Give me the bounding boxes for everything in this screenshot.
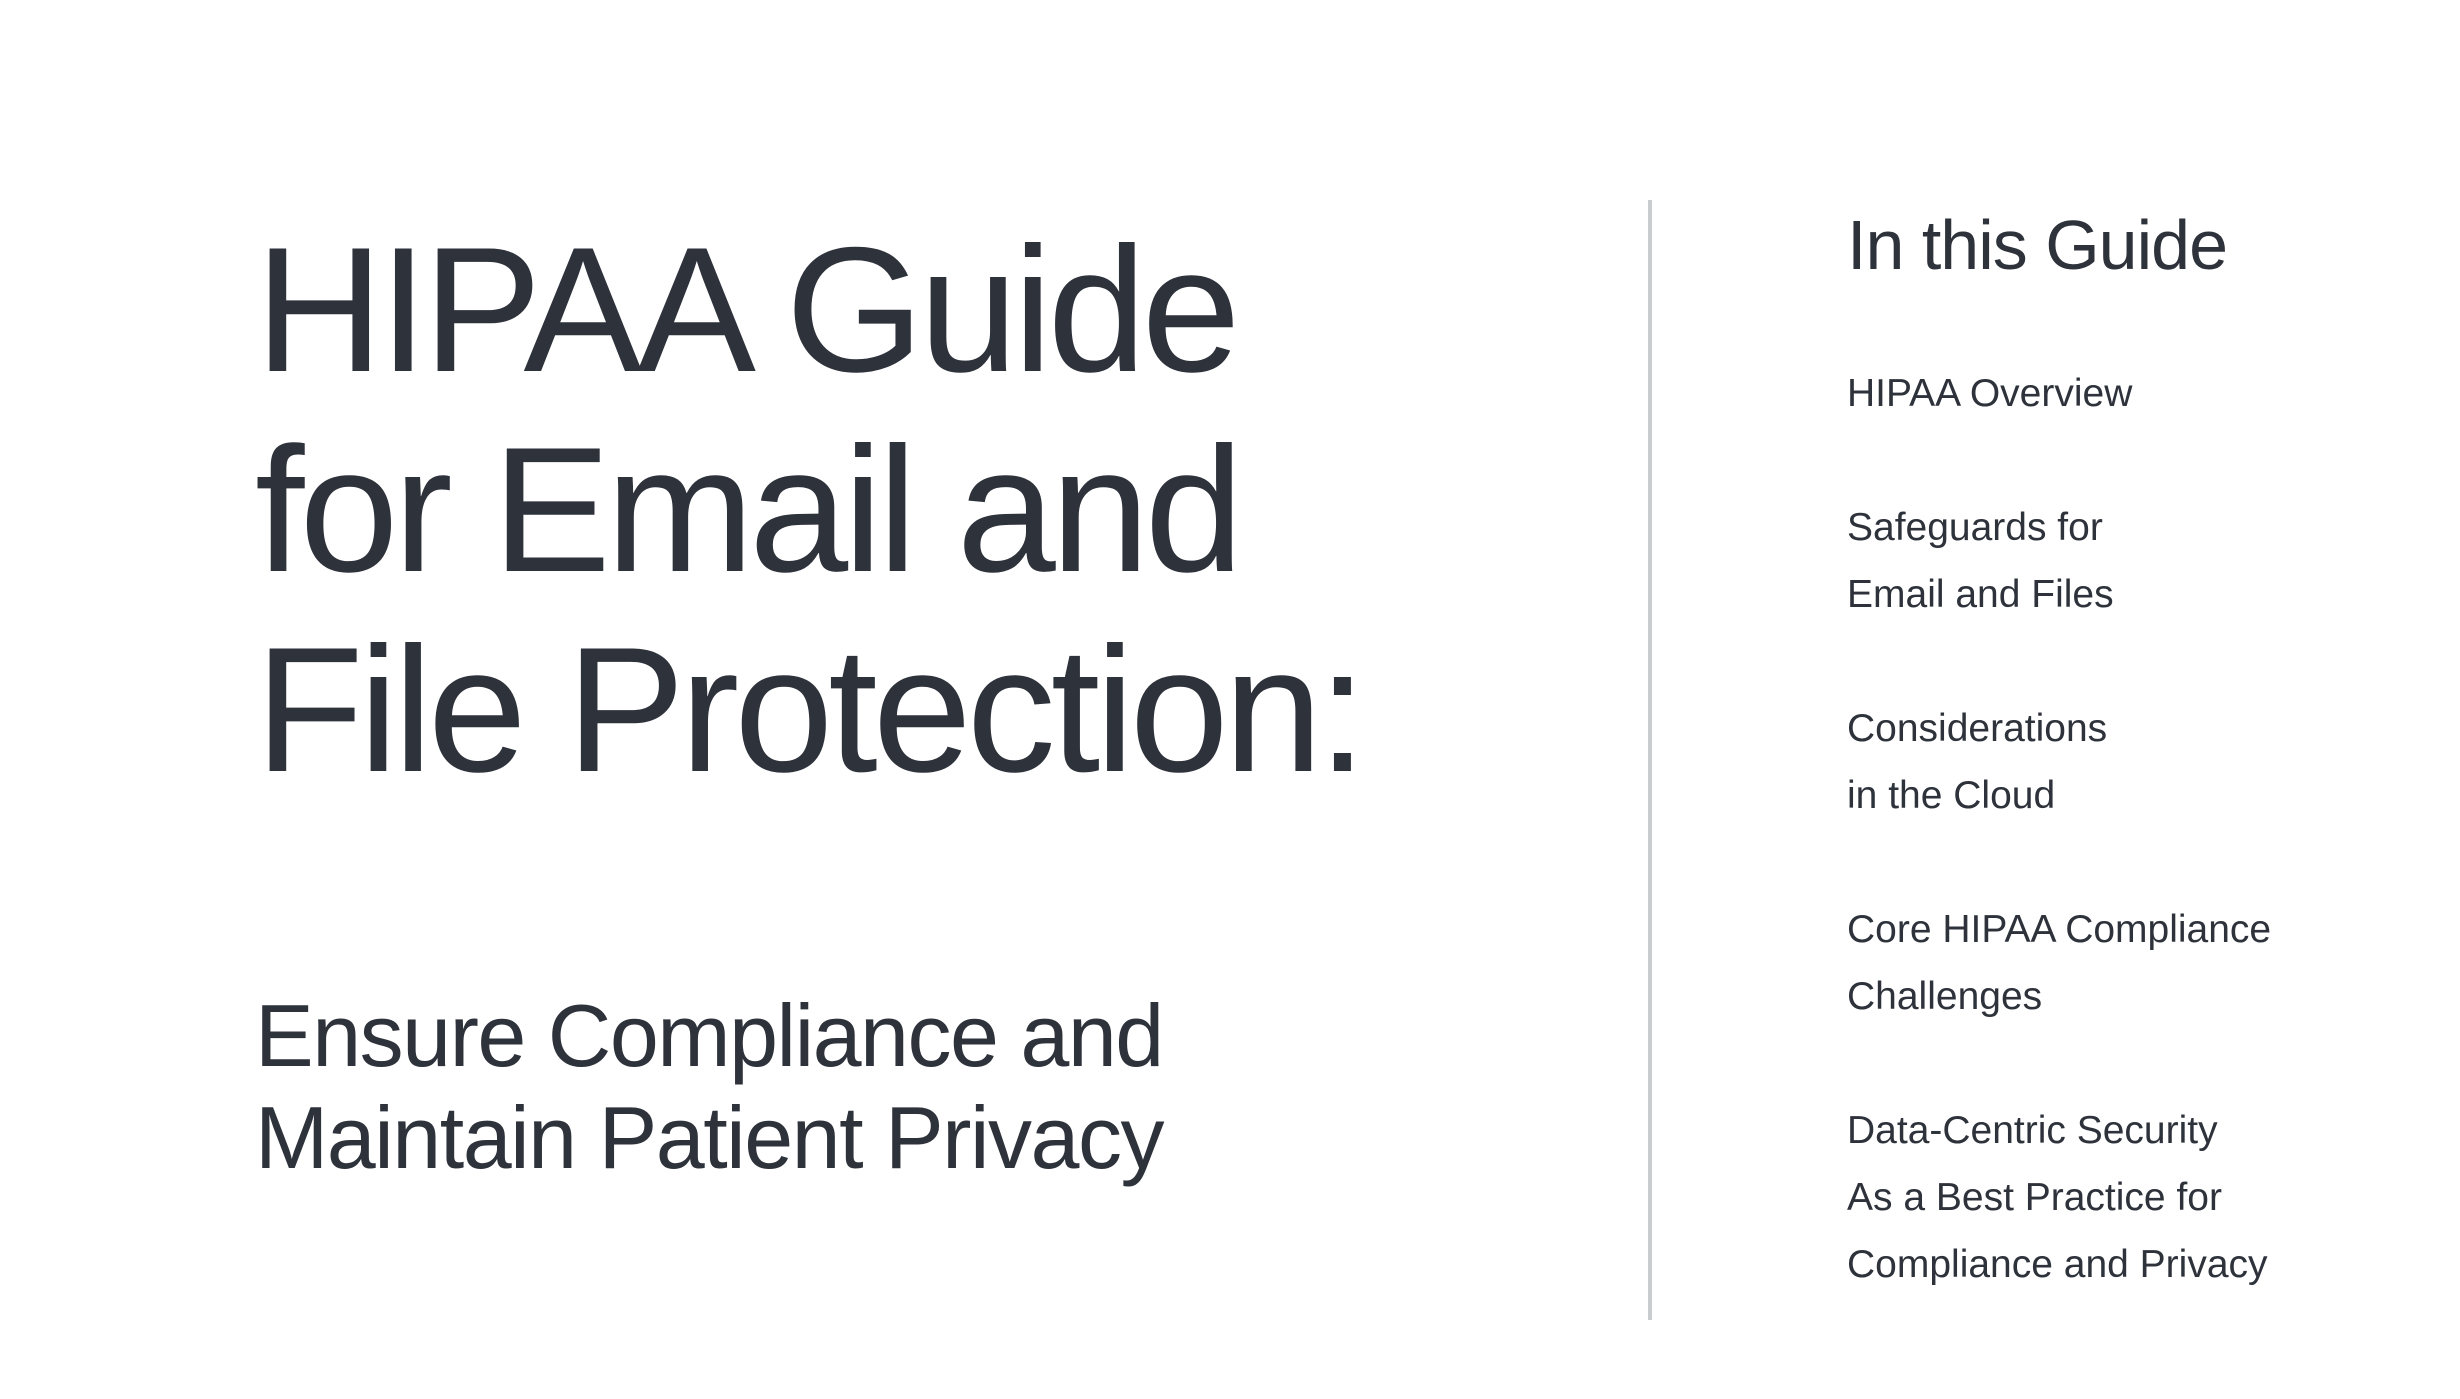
page-title — [255, 210, 1555, 810]
title-block — [255, 210, 1555, 810]
toc-heading: In this Guide — [1847, 206, 2227, 284]
page-title-line-2: for Email and — [255, 410, 1239, 609]
table-of-contents — [1847, 200, 2407, 1286]
toc-item-compliance-challenges[interactable] — [1847, 896, 2271, 1030]
toc-item-line: Considerations — [1847, 707, 2108, 750]
toc-item-line: HIPAA Overview — [1847, 372, 2133, 415]
toc-item-safeguards[interactable] — [1847, 494, 2271, 628]
toc-item-data-centric-security[interactable] — [1847, 1097, 2271, 1298]
toc-item-line: Email and Files — [1847, 573, 2114, 616]
toc-item-line: Data-Centric Security — [1847, 1109, 2218, 1152]
toc-item-hipaa-overview[interactable] — [1847, 360, 2271, 427]
toc-list — [1847, 360, 2271, 1365]
toc-item-line: As a Best Practice for — [1847, 1176, 2222, 1219]
page-subtitle-line-2: Maintain Patient Privacy — [255, 1088, 1163, 1187]
page-subtitle-line-1: Ensure Compliance and — [255, 986, 1163, 1085]
page-title-line-3: File Protection: — [255, 610, 1363, 809]
vertical-divider — [1648, 200, 1652, 1320]
toc-item-line: Safeguards for — [1847, 506, 2103, 549]
page-title-line-1: HIPAA Guide — [255, 210, 1236, 409]
toc-item-line: Challenges — [1847, 975, 2043, 1018]
toc-item-line: Core HIPAA Compliance — [1847, 908, 2272, 951]
toc-item-line: Compliance and Privacy — [1847, 1243, 2268, 1286]
toc-item-line: in the Cloud — [1847, 774, 2056, 817]
page-subtitle — [255, 985, 1163, 1189]
toc-item-cloud-considerations[interactable] — [1847, 695, 2271, 829]
